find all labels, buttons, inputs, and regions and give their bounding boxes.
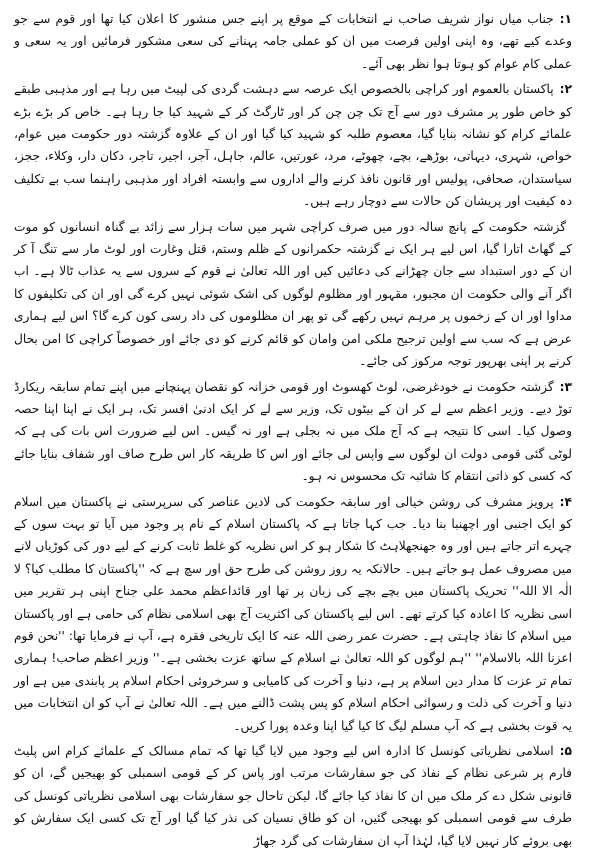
paragraph-number: ۲:	[559, 82, 572, 97]
paragraph-text: پرویز مشرف کی روشن خیالی اور سابقہ حکومت کی لادین عناصر کی سرپرستی نے پاکستان میں اسلام کو ایک اجنبی اور اچھنبا بنا دیا۔ جب کہا جاتا ہے کہ پاکستان اسلام کے نام پر وجود میں آیا تو بہت سوں کے چہرے اتر جاتے ہیں اور وہ جھنجھلاہٹ کا شکار ہو کر اس نظریہ کو غلط ثابت کرنے کے لیے دور کی کوڑیاں لانے میں مصروف عمل ہو جاتے ہیں۔ حالانکہ یہ روز روشن کی طرح حق اور سچ ہے کہ ''پاکستان کا مطلب کیا؟ لا الٰہ الا اللہ'' تحریک پاکستان میں بچے بچے کی زبان پر تھا اور قائداعظم محمد علی جناح اپنی ہر تقریر میں اسی نظریہ کا اعادہ کیا کرتے تھے۔ اس لیے پاکستان کی اکثریت آج بھی اسلامی نظام کی حامی ہے اور پاکستان میں اسلام کا نفاذ چاہتی ہے۔ حضرت عمر رضی اللہ عنہ کا ایک تاریخی فقرہ ہے، آپ نے فرمایا تھا: ''نحن قوم اعزنا اللہ بالاسلام'' ''ہم لوگوں کو اللہ تعالیٰ نے اسلام کے ساتھ عزت بخشی ہے۔'' وزیر اعظم صاحب! ہماری تمام تر عزت کا مدار دین اسلام پر ہے، دنیا و آخرت کی کامیابی و سرخروئی احکام اسلام پر پابندی میں ہے اور دنیا و آخرت کی ذلت و رسوائی احکام اسلام کو پس پشت ڈالنے میں ہے۔ اللہ تعالیٰ نے آپ کو ان انتخابات میں یہ قوت بخشی ہے کہ آپ مسلم لیگ کا کیا گیا اپنا وعدہ پورا کریں۔	[14, 494, 572, 733]
paragraph-2	[14, 78, 572, 212]
paragraph-number: ۱:	[559, 12, 572, 26]
paragraph-number: ۵:	[559, 744, 572, 758]
paragraph-5	[14, 740, 572, 852]
paragraph-number: ۴:	[559, 494, 572, 509]
paragraph-3	[14, 376, 572, 488]
paragraph-text: جناب میاں نواز شریف صاحب نے انتخابات کے موقع پر اپنے جس منشور کا اعلان کیا تھا اور قوم سے جو وعدے کیے تھے، وہ اپنی اولین فرصت میں ان کو عملی جامہ پہنانے کی سعی مشکور فرمائیں اور یہ سعی و عملی کام عوام کو ہوتا ہوا نظر بھی آئے۔	[14, 12, 572, 71]
paragraph-text: گزشتہ حکومت کے پانچ سالہ دور میں صرف کراچی شہر میں سات ہزار سے زائد بے گناہ انسانوں کو موت کے گھاٹ اتارا گیا، اس لیے ہر ایک نے گزشتہ حکمرانوں کے ظلم وستم، قتل وغارت اور لوٹ مار سے تنگ آ کر ان کے دور استبداد سے جان چھڑانے کی دعائیں کیں اور اللہ تعالیٰ نے قوم کے سروں سے یہ عذاب ٹالا ہے۔ اب اگر آنے والی حکومت ان مجبور، مقہور اور مظلوم لوگوں کی اشک شوئی نہیں کرے گی اور ان کی تکلیفوں کا مداوا اور ان کے زخموں پر مرہم نہیں رکھے گی تو پھر ان مظلوموں کی داد رسی کون کرے گا؟ اس لیے ہماری عرض ہے کہ سب سے اولین ترجیح ملکی امن وامان کو قائم کرنے کو دی جائے اور خصوصاً کراچی کا امن بحال کرنے پر اپنی بھرپور توجہ مرکوز کی جائے۔	[14, 219, 572, 369]
paragraph-text: گزشتہ حکومت نے خودغرضی، لوٹ کھسوٹ اور قومی خزانہ کو نقصان پہنچانے میں اپنے تمام سابقہ ریکارڈ توڑ دیے۔ وزیر اعظم سے لے کر ان کے بیٹوں تک، وزیر سے لے کر ایک ادنیٰ افسر تک، ہر ایک نے اپنا اپنا حصہ وصول کیا۔ اسی کا نتیجہ ہے کہ آج ملک میں نہ بجلی ہے اور نہ گیس۔ اس لیے ضرورت اس بات کی ہے کہ لوٹی گئی قومی دولت ان لوگوں سے واپس لی جائے اور اس کا طریقہ کار اس طرح صاف اور شفاف بنایا جائے کہ کسی کو ذاتی انتقام کا شائبہ تک محسوس نہ ہو۔	[14, 379, 572, 484]
paragraph-1	[14, 8, 572, 75]
paragraph-number: ۳:	[559, 379, 572, 394]
paragraph-2-continued	[14, 216, 572, 373]
paragraph-4	[14, 491, 572, 737]
paragraph-text: پاکستان بالعموم اور کراچی بالخصوص ایک عرصہ سے دہشت گردی کی لپیٹ میں رہا ہے اور مذہبی طبقے کو خاص طور پر مشرف دور سے آج تک چن چن کر اور ٹارگٹ کر کے شہید کیا جا رہا ہے۔ خاص کر بڑے بڑے علمائے کرام کو نشانہ بنایا گیا، معصوم طلبہ کو شہید کیا گیا اور ان کے علاوہ گزشتہ دور حکومت میں عوام، خواص، شہری، دیہاتی، بوڑھے، بچے، چھوٹے، مرد، عورتیں، عالم، جاہل، آجر، اجیر، تاجر، دکان دار، وکلاء، ججز، سیاستدان، صحافی، پولیس اور قانون نافذ کرنے والے اداروں سے وابستہ افراد اور مذہبی راہنما سب بے تکلیف دہ کیفیت اور پریشان کن حالات سے دوچار رہے ہیں۔	[14, 82, 572, 209]
paragraph-text: اسلامی نظریاتی کونسل کا ادارہ اس لیے وجود میں لایا گیا تھا کہ تمام مسالک کے علمائے کرام اس پلیٹ فارم پر شرعی نظام کے نفاذ کی جو سفارشات مرتب اور پاس کر کے قومی اسمبلی کو بھیجیں گے، ان کو قانونی شکل دے کر ملک میں ان کا نفاذ کیا جائے گا، لیکن تاحال جو سفارشات بھی اسلامی نظریاتی کونسل کی طرف سے قومی اسمبلی کو بھیجی گئیں، ان کو طاق نسیان کی نذر کیا گیا اور آج تک کسی ایک سفارش کو بھی بروئے کار نہیں لایا گیا، لہٰذا آپ ان سفارشات کی گرد جھاڑ	[14, 744, 572, 848]
